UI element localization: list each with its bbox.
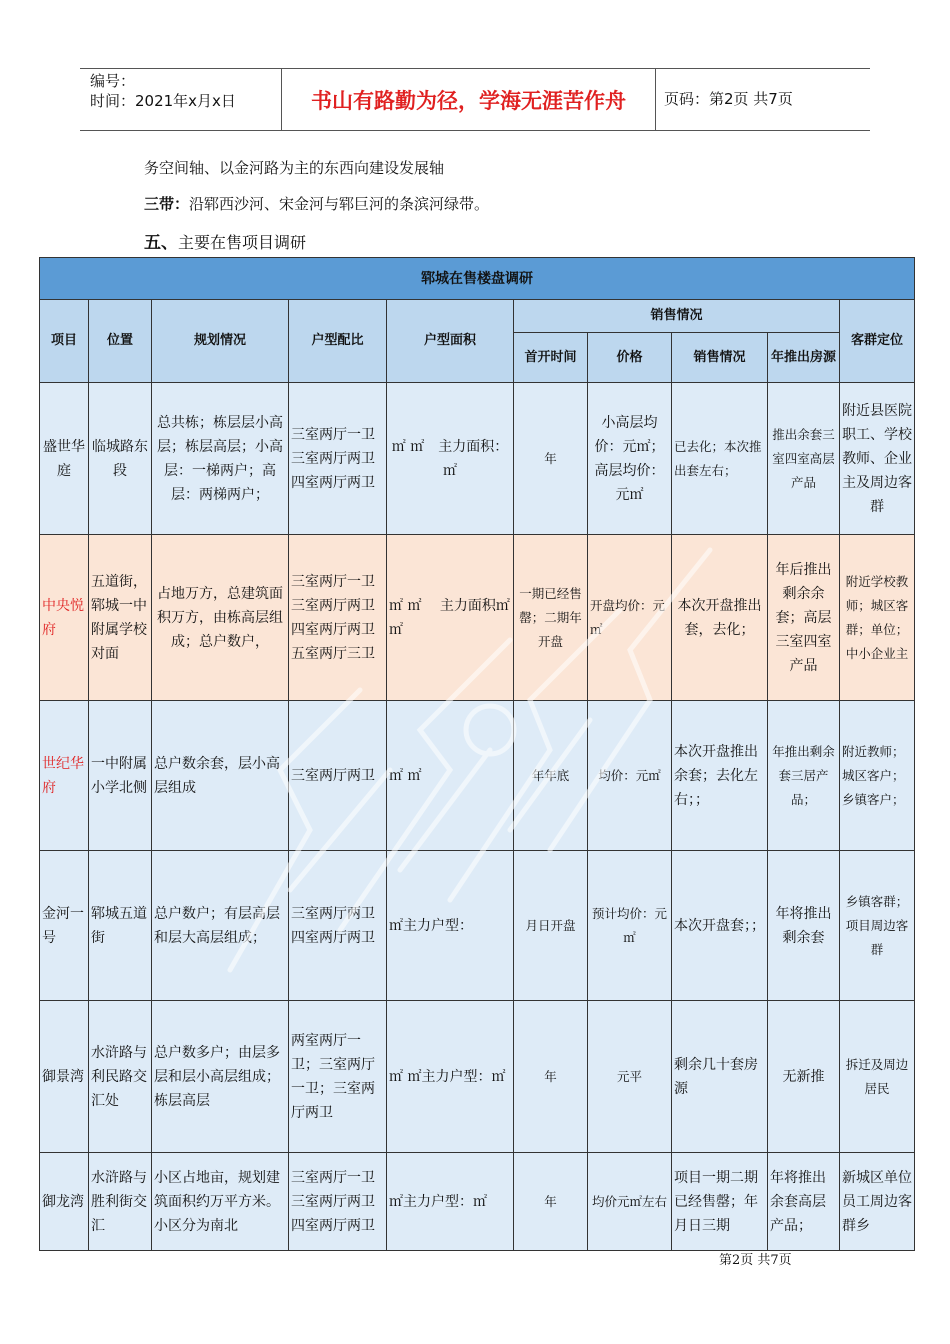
table-row — [40, 1153, 915, 1251]
projects-table — [39, 257, 915, 1251]
cell-price: 小高层均价：元㎡；高层均价：元㎡ — [588, 383, 672, 535]
cell-planning: 占地万方，总建筑面积万方，由栋高层组成；总户数户， — [152, 535, 289, 701]
cell-project: 金河一号 — [40, 851, 89, 1001]
cell-annual: 年将推出剩余套 — [768, 851, 840, 1001]
cell-unit-area: ㎡ ㎡ — [387, 701, 514, 851]
cell-sales: 本次开盘推出套，去化； — [672, 535, 768, 701]
cell-open-time: 年 — [514, 383, 588, 535]
table-row — [40, 1001, 915, 1153]
cell-sales: 已去化；本次推出套左右； — [672, 383, 768, 535]
cell-price: 预计均价：元㎡ — [588, 851, 672, 1001]
header-unit-ratio: 户型配比 — [289, 300, 387, 383]
cell-location: 临城路东段 — [89, 383, 152, 535]
header-location: 位置 — [89, 300, 152, 383]
header-row-1 — [40, 300, 915, 333]
header-sales: 销售情况 — [672, 333, 768, 383]
cell-open-time: 月日开盘 — [514, 851, 588, 1001]
body-line-2-bold: 三带： — [144, 195, 190, 213]
header-customer: 客群定位 — [840, 300, 915, 383]
cell-price: 均价元㎡左右 — [588, 1153, 672, 1251]
cell-project: 御龙湾 — [40, 1153, 89, 1251]
header-annual: 年推出房源 — [768, 333, 840, 383]
cell-location: 水浒路与胜利街交汇 — [89, 1153, 152, 1251]
date-label: 时间：2021年x月x日 — [90, 92, 236, 110]
cell-customer: 乡镇客群；项目周边客群 — [840, 851, 915, 1001]
section-number: 五、 — [144, 233, 178, 253]
table-row — [40, 701, 915, 851]
cell-annual: 年后推出剩余余套；高层三室四室产品 — [768, 535, 840, 701]
cell-unit-area: ㎡主力户型： — [387, 851, 514, 1001]
cell-customer: 附近教师；城区客户；乡镇客户； — [840, 701, 915, 851]
table-row — [40, 851, 915, 1001]
cell-open-time: 年 — [514, 1153, 588, 1251]
cell-annual: 年推出剩余套三居产品； — [768, 701, 840, 851]
cell-customer: 新城区单位员工周边客群乡 — [840, 1153, 915, 1251]
cell-location: 水浒路与利民路交汇处 — [89, 1001, 152, 1153]
page-footer: 第2页 共7页 — [719, 1253, 792, 1268]
header-left — [90, 71, 236, 111]
cell-planning: 小区占地亩，规划建筑面积约万平方米。小区分为南北 — [152, 1153, 289, 1251]
cell-unit-area: ㎡ ㎡ 主力面积㎡ ㎡ — [387, 535, 514, 701]
cell-planning: 总户数余套，层小高层组成 — [152, 701, 289, 851]
header-open-time: 首开时间 — [514, 333, 588, 383]
header-sales-group: 销售情况 — [514, 300, 840, 333]
section-heading — [144, 228, 306, 253]
cell-unit-area: ㎡ ㎡主力户型：㎡ — [387, 1001, 514, 1153]
cell-location: 五道街，郓城一中附属学校对面 — [89, 535, 152, 701]
header-project: 项目 — [40, 300, 89, 383]
cell-customer: 附近学校教师；城区客群；单位；中小企业主 — [840, 535, 915, 701]
cell-unit-ratio: 两室两厅一卫；三室两厅一卫；三室两厅两卫 — [289, 1001, 387, 1153]
cell-unit-ratio: 三室两厅一卫三室两厅两卫四室两厅两卫五室两厅三卫 — [289, 535, 387, 701]
cell-planning: 总户数户；有层高层和层大高层组成； — [152, 851, 289, 1001]
table-row — [40, 535, 915, 701]
cell-open-time: 年 — [514, 1001, 588, 1153]
cell-annual: 推出余套三室四室高层产品 — [768, 383, 840, 535]
header-price: 价格 — [588, 333, 672, 383]
body-line-1: 务空间轴、以金河路为主的东西向建设发展轴 — [144, 159, 445, 177]
section-title: 主要在售项目调研 — [178, 233, 307, 252]
cell-open-time: 一期已经售罄；二期年开盘 — [514, 535, 588, 701]
cell-location: 郓城五道街 — [89, 851, 152, 1001]
cell-planning: 总户数多户；由层多层和层小高层组成；栋层高层 — [152, 1001, 289, 1153]
header-unit-area: 户型面积 — [387, 300, 514, 383]
cell-customer: 附近县医院职工、学校教师、企业主及周边客群 — [840, 383, 915, 535]
cell-unit-ratio: 三室两厅一卫三室两厅两卫四室两厅两卫 — [289, 383, 387, 535]
table-row — [40, 383, 915, 535]
page-header — [80, 68, 870, 131]
number-label: 编号： — [90, 72, 136, 90]
table-caption-row — [40, 258, 915, 300]
cell-unit-ratio: 三室两厅两卫四室两厅两卫 — [289, 851, 387, 1001]
cell-unit-ratio: 三室两厅一卫三室两厅两卫四室两厅两卫 — [289, 1153, 387, 1251]
cell-price: 均价：元㎡ — [588, 701, 672, 851]
cell-project: 御景湾 — [40, 1001, 89, 1153]
table-caption: 郓城在售楼盘调研 — [40, 258, 915, 300]
cell-unit-area: ㎡ ㎡ 主力面积：㎡ — [387, 383, 514, 535]
cell-unit-ratio: 三室两厅两卫 — [289, 701, 387, 851]
cell-annual: 无新推 — [768, 1001, 840, 1153]
cell-price: 开盘均价：元㎡ — [588, 535, 672, 701]
cell-project: 中央悦府 — [40, 535, 89, 701]
cell-location: 一中附属小学北侧 — [89, 701, 152, 851]
cell-customer: 拆迁及周边居民 — [840, 1001, 915, 1153]
header-motto: 书山有路勤为径，学海无涯苦作舟 — [281, 69, 656, 130]
header-page-label: 页码：第2页 共7页 — [664, 90, 793, 108]
body-line-2-text: 沿郓西沙河、宋金河与郓巨河的条滨河绿带。 — [189, 195, 490, 213]
header-planning: 规划情况 — [152, 300, 289, 383]
cell-planning: 总共栋；栋层层小高层；栋层高层；小高层：一梯两户；高层：两梯两户； — [152, 383, 289, 535]
cell-open-time: 年年底 — [514, 701, 588, 851]
body-line-2 — [144, 193, 489, 214]
cell-unit-area: ㎡主力户型：㎡ — [387, 1153, 514, 1251]
cell-sales: 本次开盘套；； — [672, 851, 768, 1001]
cell-sales: 本次开盘推出余套；去化左右；； — [672, 701, 768, 851]
cell-sales: 剩余几十套房源 — [672, 1001, 768, 1153]
cell-price: 元平 — [588, 1001, 672, 1153]
cell-project: 盛世华庭 — [40, 383, 89, 535]
cell-project: 世纪华府 — [40, 701, 89, 851]
cell-sales: 项目一期二期已经售罄；年月日三期 — [672, 1153, 768, 1251]
cell-annual: 年将推出余套高层产品； — [768, 1153, 840, 1251]
